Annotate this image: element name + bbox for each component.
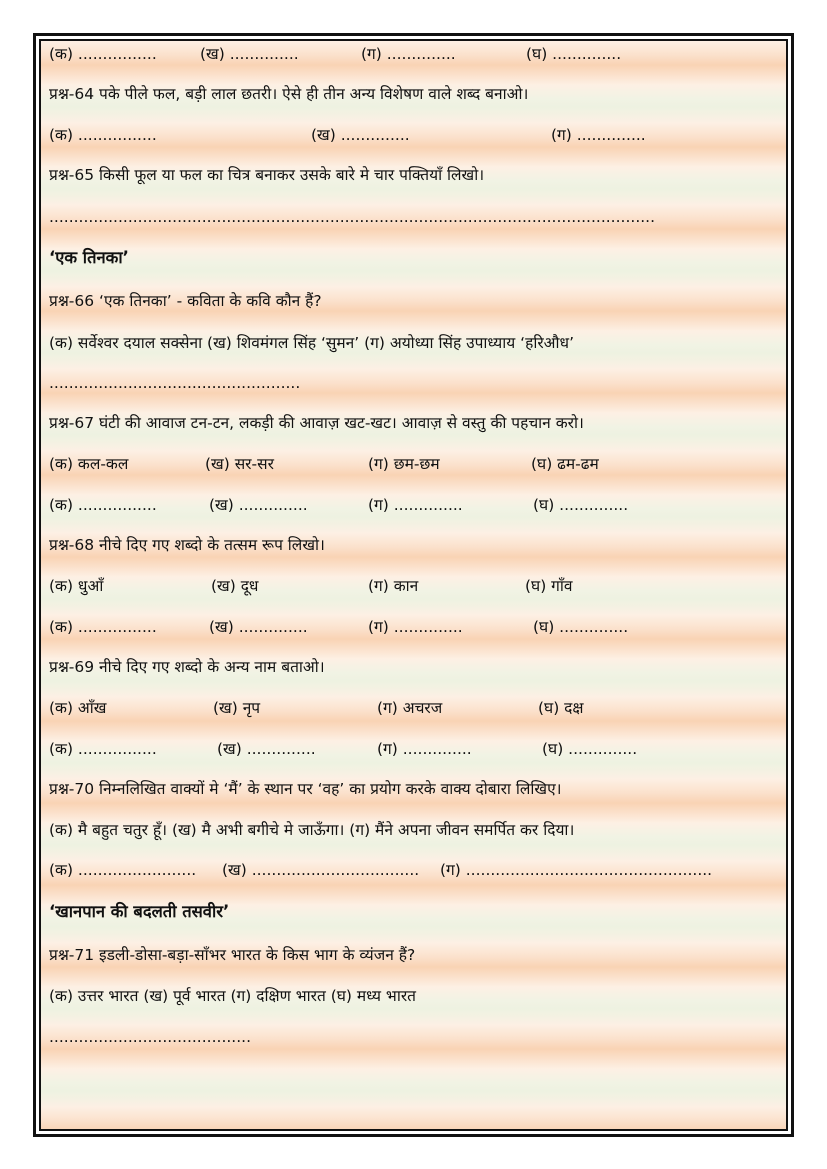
q67-option-ga: (ग) छम-छम (368, 455, 440, 473)
q69-option-kha: (ख) नृप (213, 699, 261, 717)
answer-blank-ga: (ग) .............. (361, 45, 456, 63)
q67-blank-ga: (ग) .............. (368, 496, 463, 514)
question-67: प्रश्न-67 घंटी की आवाज टन-टन, लकड़ी की आवाज़ खट-खट। आवाज़ से वस्तु की पहचान करो। (49, 414, 584, 432)
question-64: प्रश्न-64 पके पीले फल, बड़ी लाल छतरी। ऐसे ही तीन अन्य विशेषण वाले शब्द बनाओ। (49, 85, 529, 103)
question-68: प्रश्न-68 नीचे दिए गए शब्दो के तत्सम रूप लिखो। (49, 536, 325, 554)
question-65: प्रश्न-65 किसी फूल या फल का चित्र बनाकर उसके बारे मे चार पक्तियाँ लिखो। (49, 166, 485, 184)
question-71: प्रश्न-71 इडली-डोसा-बड़ा-साँभर भारत के किस भाग के व्यंजन हैं? (49, 946, 416, 964)
q68-option-ga: (ग) कान (368, 577, 419, 595)
q67-option-kha: (ख) सर-सर (205, 455, 274, 473)
q64-blank-ka: (क) ................ (49, 126, 157, 144)
q69-option-gha: (घ) दक्ष (538, 699, 584, 717)
q68-blank-gha: (घ) .............. (533, 618, 629, 636)
q70-blank-ka: (क) ........................ (49, 861, 197, 879)
q70-options: (क) मै बहुत चतुर हूँ। (ख) मै अभी बगीचे मे जाऊँगा। (ग) मैंने अपना जीवन समर्पित कर दिया। (49, 821, 575, 839)
q67-option-ka: (क) कल-कल (49, 455, 129, 473)
section-heading-ek-tinka: ‘एक तिनका’ (49, 248, 129, 267)
q67-option-gha: (घ) ढम-ढम (531, 455, 599, 473)
q66-answer-line: ................................................... (49, 374, 301, 392)
answer-blank-kha: (ख) .............. (200, 45, 299, 63)
q68-blank-kha: (ख) .............. (209, 618, 308, 636)
section-heading-khanpan: ‘खानपान की बदलती तसवीर’ (49, 902, 230, 921)
q65-answer-line: ........................................................................................................................... (49, 208, 656, 226)
q68-option-gha: (घ) गाँव (525, 577, 573, 595)
q67-blank-kha: (ख) .............. (209, 496, 308, 514)
q69-blank-gha: (घ) .............. (542, 740, 638, 758)
q71-answer-line: ......................................... (49, 1028, 252, 1046)
q64-blank-kha: (ख) .............. (311, 126, 410, 144)
q69-blank-kha: (ख) .............. (217, 740, 316, 758)
q69-blank-ka: (क) ................ (49, 740, 157, 758)
q69-option-ka: (क) आँख (49, 699, 107, 717)
question-70: प्रश्न-70 निम्नलिखित वाक्यों मे ‘मैं’ के स्थान पर ‘वह’ का प्रयोग करके वाक्य दोबारा लिखिए। (49, 780, 562, 798)
q67-blank-gha: (घ) .............. (533, 496, 629, 514)
answer-blank-ka: (क) ................ (49, 45, 157, 63)
q68-option-kha: (ख) दूध (211, 577, 259, 595)
question-69: प्रश्न-69 नीचे दिए गए शब्दो के अन्य नाम बताओ। (49, 658, 325, 676)
q69-option-ga: (ग) अचरज (377, 699, 443, 717)
q70-blank-kha: (ख) .................................. (222, 861, 420, 879)
q67-blank-ka: (क) ................ (49, 496, 157, 514)
q64-blank-ga: (ग) .............. (551, 126, 646, 144)
q71-options: (क) उत्तर भारत (ख) पूर्व भारत (ग) दक्षिण भारत (घ) मध्य भारत (49, 987, 417, 1005)
q66-options: (क) सर्वेश्वर दयाल सक्सेना (ख) शिवमंगल सिंह ‘सुमन’ (ग) अयोध्या सिंह उपाध्याय ‘हरिऔध’ (49, 334, 574, 352)
q68-blank-ka: (क) ................ (49, 618, 157, 636)
q68-blank-ga: (ग) .............. (368, 618, 463, 636)
q69-blank-ga: (ग) .............. (377, 740, 472, 758)
answer-blank-gha: (घ) .............. (526, 45, 622, 63)
q68-option-ka: (क) धुआँ (49, 577, 104, 595)
q70-blank-ga: (ग) .................................................. (440, 861, 713, 879)
question-66: प्रश्न-66 ‘एक तिनका’ - कविता के कवि कौन हैं? (49, 292, 322, 310)
